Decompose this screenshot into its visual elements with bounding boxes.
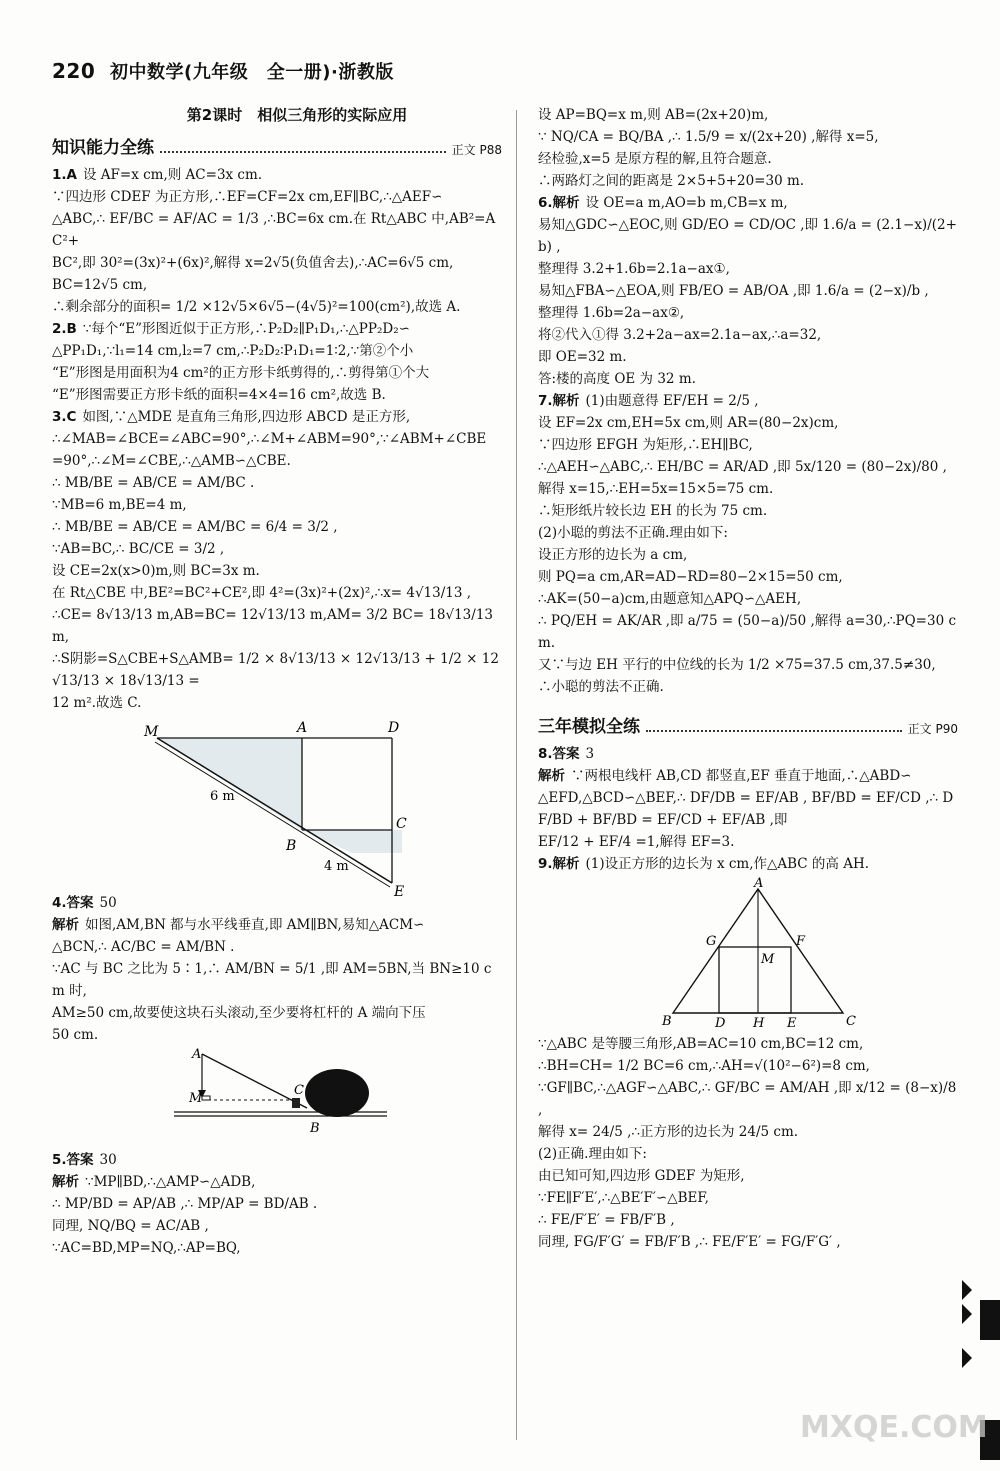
text-line bbox=[52, 692, 502, 714]
line-text: ∴ MB/BE = AB/CE = AM/BC = 6/4 = 3/2 , bbox=[52, 519, 338, 535]
line-text: 设 CE=2x(x>0)m,则 BC=3x m. bbox=[52, 563, 260, 579]
text-line bbox=[52, 516, 502, 538]
text-line bbox=[52, 604, 502, 648]
text-line bbox=[538, 346, 958, 368]
label-h: H bbox=[753, 1016, 765, 1031]
text-line bbox=[538, 1165, 958, 1187]
line-text: ∵每个“E”形图近似于正方形,∴P₂D₂∥P₁D₁,∴△PP₂D₂∽ bbox=[82, 321, 410, 337]
question-tag: 7.解析 bbox=[538, 393, 580, 409]
text-line bbox=[538, 192, 958, 214]
line-text: △EFD,△BCD∽△BEF,∴ DF/DB = EF/AB , BF/BD = EF/CD ,∴ DF/BD + BF/BD = EF/CD + EF/AB ,即 bbox=[538, 790, 954, 828]
label-m: M bbox=[144, 724, 159, 740]
text-line bbox=[52, 1237, 502, 1259]
right-solution-block-3 bbox=[538, 1033, 958, 1253]
right-solution-block-2 bbox=[538, 743, 958, 875]
lesson-title: 第2课时 相似三角形的实际应用 bbox=[186, 106, 408, 124]
line-text: ∵△ABC 是等腰三角形,AB=AC=10 cm,BC=12 cm, bbox=[538, 1036, 864, 1052]
line-text: ∵FE∥F′E′,∴△BE′F′∽△BEF, bbox=[538, 1190, 709, 1206]
figure-q9 bbox=[538, 876, 958, 1031]
page-header bbox=[52, 58, 394, 84]
text-line bbox=[538, 522, 958, 544]
text-line bbox=[538, 787, 958, 831]
line-text: 如图,AM,BN 都与水平线垂直,即 AM∥BN,易知△ACM∽ bbox=[85, 917, 425, 933]
question-tag: 1.A bbox=[52, 167, 77, 183]
line-text: ∵MB=6 m,BE=4 m, bbox=[52, 497, 187, 513]
line-text: 设 EF=2x cm,EH=5x cm,则 AR=(80−2x)cm, bbox=[538, 415, 839, 431]
figure-q4-svg bbox=[52, 1047, 502, 1145]
text-line bbox=[52, 494, 502, 516]
text-line bbox=[52, 472, 502, 494]
rock bbox=[305, 1069, 369, 1117]
line-text: 经检验,x=5 是原方程的解,且符合题意. bbox=[538, 151, 772, 167]
right-solution-block-1 bbox=[538, 104, 958, 698]
line-text: ∴ FE/F′E′ = FB/F′B , bbox=[538, 1212, 675, 1228]
label-d: D bbox=[715, 1016, 726, 1031]
line-text: ∵MP∥BD,∴△AMP∽△ADB, bbox=[85, 1174, 256, 1190]
line-text: ∴△AEH∽△ABC,∴ EH/BC = AR/AD ,即 5x/120 = (80−2x)/80 , bbox=[538, 459, 947, 475]
text-line bbox=[538, 280, 958, 302]
text-line bbox=[538, 566, 958, 588]
section-name: 知识能力全练 bbox=[52, 138, 154, 158]
text-line bbox=[538, 104, 958, 126]
watermark: MXQE.COM bbox=[800, 1410, 988, 1445]
question-tag: 2.B bbox=[52, 321, 77, 337]
text-line bbox=[52, 936, 502, 958]
line-text: 解得 x=15,∴EH=5x=15×5=75 cm. bbox=[538, 481, 774, 497]
section-name: 三年模拟全练 bbox=[538, 717, 640, 737]
text-line bbox=[52, 1215, 502, 1237]
label-6m: 6 m bbox=[210, 789, 235, 804]
question-tag: 3.C bbox=[52, 409, 77, 425]
left-column bbox=[52, 100, 502, 1259]
text-line bbox=[538, 368, 958, 390]
text-line bbox=[538, 148, 958, 170]
line-text: 在 Rt△CBE 中,BE²=BC²+CE²,即 4²=(3x)²+(2x)²,∴x= 4√13/13 , bbox=[52, 585, 472, 601]
label-a: A bbox=[754, 876, 764, 891]
figure-q3 bbox=[52, 718, 502, 900]
line-text: 则 PQ=a cm,AR=AD−RD=80−2×15=50 cm, bbox=[538, 569, 843, 585]
line-text: 又∵与边 EH 平行的中位线的长为 1/2 ×75=37.5 cm,37.5≠30, bbox=[538, 657, 936, 673]
question-tag: 8.答案 bbox=[538, 746, 580, 762]
label-f: F bbox=[796, 934, 806, 949]
text-line bbox=[538, 390, 958, 412]
line-text: ∴ MP/BD = AP/AB ,∴ MP/AP = BD/AB . bbox=[52, 1196, 318, 1212]
line-text: ∴∠MAB=∠BCE=∠ABC=90°,∴∠M+∠ABM=90°,∵∠ABM+∠CBE bbox=[52, 431, 487, 447]
text-line bbox=[52, 274, 502, 296]
line-text: ∵GF∥BC,∴△AGF∽△ABC,∴ GF/BC = AM/AH ,即 x/12 = (8−x)/8 , bbox=[538, 1080, 957, 1118]
text-line bbox=[52, 362, 502, 384]
line-text: (1)由题意得 EF/EH = 2/5 , bbox=[585, 393, 759, 409]
text-line bbox=[538, 765, 958, 787]
label-e: E bbox=[787, 1016, 797, 1031]
line-text: ∴CE= 8√13/13 m,AB=BC= 12√13/13 m,AM= 3/2 BC= 18√13/13 m, bbox=[52, 607, 493, 645]
question-tag: 解析 bbox=[52, 1174, 79, 1190]
label-d: D bbox=[388, 720, 400, 736]
text-line bbox=[52, 208, 502, 252]
question-tag: 解析 bbox=[52, 917, 79, 933]
label-b: B bbox=[310, 1121, 320, 1136]
text-line bbox=[538, 170, 958, 192]
line-text: 易知△FBA∽△EOA,则 FB/EO = AB/OA ,即 1.6/a = (2−x)/b , bbox=[538, 283, 929, 299]
book-title: 初中数学(九年级 全一册)·浙教版 bbox=[110, 62, 394, 83]
text-line bbox=[538, 1077, 958, 1121]
section-leader-dots bbox=[160, 151, 446, 153]
text-line bbox=[538, 654, 958, 676]
text-line bbox=[52, 1149, 502, 1171]
question-tag: 4.答案 bbox=[52, 895, 94, 911]
section-ref: 正文 P90 bbox=[907, 722, 958, 736]
question-tag: 5.答案 bbox=[52, 1152, 94, 1168]
text-line bbox=[538, 258, 958, 280]
line-text: △BCN,∴ AC/BC = AM/BN . bbox=[52, 939, 235, 955]
text-line bbox=[538, 434, 958, 456]
label-b: B bbox=[662, 1014, 672, 1029]
line-text: 12 m².故选 C. bbox=[52, 695, 142, 711]
line-text: 50 bbox=[99, 895, 117, 911]
line-text: ∵两根电线杆 AB,CD 都竖直,EF 垂直于地面,∴△ABD∽ bbox=[571, 768, 912, 784]
line-text: ∴小聪的剪法不正确. bbox=[538, 679, 664, 695]
text-line bbox=[52, 252, 502, 274]
question-tag: 解析 bbox=[538, 768, 565, 784]
text-line bbox=[52, 582, 502, 604]
left-solution-block-3 bbox=[52, 1149, 502, 1259]
line-text: (2)小聪的剪法不正确.理由如下: bbox=[538, 525, 728, 541]
line-text: ∵AC=BD,MP=NQ,∴AP=BQ, bbox=[52, 1240, 241, 1256]
line-text: 3 bbox=[585, 746, 595, 762]
figure-q4 bbox=[52, 1047, 502, 1145]
text-line bbox=[52, 958, 502, 1002]
right-column bbox=[538, 104, 958, 1253]
line-text: EF/12 + EF/4 =1,解得 EF=3. bbox=[538, 834, 735, 850]
line-text: ∵四边形 EFGH 为矩形,∴EH∥BC, bbox=[538, 437, 753, 453]
text-line bbox=[538, 544, 958, 566]
text-line bbox=[538, 500, 958, 522]
section-leader-dots bbox=[646, 730, 902, 732]
line-text: 设 OE=a m,AO=b m,CB=x m, bbox=[585, 195, 788, 211]
text-line bbox=[52, 186, 502, 208]
text-line bbox=[538, 456, 958, 478]
label-e: E bbox=[394, 884, 405, 900]
text-line bbox=[538, 214, 958, 258]
label-m: M bbox=[761, 952, 775, 967]
label-c: C bbox=[396, 816, 407, 832]
label-m: M bbox=[189, 1091, 203, 1106]
text-line bbox=[538, 831, 958, 853]
text-line bbox=[538, 1231, 958, 1253]
line-text: ∵ NQ/CA = BQ/BA ,∴ 1.5/9 = x/(2x+20) ,解得 x=5, bbox=[538, 129, 879, 145]
label-c: C bbox=[294, 1083, 304, 1098]
label-4m: 4 m bbox=[324, 859, 349, 874]
text-line bbox=[52, 318, 502, 340]
line-text: ∴AK=(50−a)cm,由题意知△APQ∽△AEH, bbox=[538, 591, 802, 607]
text-line bbox=[538, 302, 958, 324]
line-text: △ABC,∴ EF/BC = AF/AC = 1/3 ,∴BC=6x cm.在 Rt△ABC 中,AB²=AC²+ bbox=[52, 211, 496, 249]
line-text: BC²,即 30²=(3x)²+(6x)²,解得 x=2√5(负值舍去),∴AC=6√5 cm, bbox=[52, 255, 454, 271]
label-a: A bbox=[297, 720, 308, 736]
text-line bbox=[52, 340, 502, 362]
line-text: ∵AC 与 BC 之比为 5∶1,∴ AM/BN = 5/1 ,即 AM=5BN,当 BN≥10 cm 时, bbox=[52, 961, 492, 999]
section-ref: 正文 P88 bbox=[451, 143, 502, 157]
text-line bbox=[538, 412, 958, 434]
text-line bbox=[52, 384, 502, 406]
label-b: B bbox=[286, 838, 297, 854]
section-header-3year bbox=[538, 712, 958, 737]
line-text: 整理得 3.2+1.6b=2.1a−ax①, bbox=[538, 261, 730, 277]
page-number: 220 bbox=[52, 59, 96, 83]
line-text: 同理, FG/F′G′ = FB/F′B ,∴ FE/F′E′ = FG/F′G′ , bbox=[538, 1234, 841, 1250]
text-line bbox=[52, 1024, 502, 1046]
text-line bbox=[538, 126, 958, 148]
question-tag: 6.解析 bbox=[538, 195, 580, 211]
line-text: △PP₁D₁,∵l₁=14 cm,l₂=7 cm,∴P₂D₂∶P₁D₁=1∶2,∵第②个小 bbox=[52, 343, 414, 359]
line-text: =90°,∴∠M=∠CBE,∴△AMB∽△CBE. bbox=[52, 453, 291, 469]
label-c: C bbox=[846, 1014, 856, 1029]
line-text: ∵四边形 CDEF 为正方形,∴EF=CF=2x cm,EF∥BC,∴△AEF∽ bbox=[52, 189, 443, 205]
line-text: “E”形图需要正方形卡纸的面积=4×4=16 cm²,故选 B. bbox=[52, 387, 386, 403]
line-text: (1)设正方形的边长为 x cm,作△ABC 的高 AH. bbox=[585, 856, 870, 872]
line-text: 整理得 1.6b=2a−ax②, bbox=[538, 305, 685, 321]
text-line bbox=[538, 853, 958, 875]
text-line bbox=[538, 588, 958, 610]
line-text: 答:楼的高度 OE 为 32 m. bbox=[538, 371, 696, 387]
text-line bbox=[52, 406, 502, 428]
line-text: (2)正确.理由如下: bbox=[538, 1146, 647, 1162]
line-text: 设 AF=x cm,则 AC=3x cm. bbox=[82, 167, 263, 183]
line-text: ∴S阴影=S△CBE+S△AMB= 1/2 × 8√13/13 × 12√13/13 + 1/2 × 12√13/13 × 18√13/13 = bbox=[52, 651, 499, 689]
text-line bbox=[538, 1143, 958, 1165]
text-line bbox=[52, 1193, 502, 1215]
line-text: 将②代入①得 3.2+2a−ax=2.1a−ax,∴a=32, bbox=[538, 327, 822, 343]
text-line bbox=[538, 1033, 958, 1055]
left-solution-block-2 bbox=[52, 892, 502, 1046]
text-line bbox=[538, 478, 958, 500]
text-line bbox=[52, 1002, 502, 1024]
line-text: 设 AP=BQ=x m,则 AB=(2x+20)m, bbox=[538, 107, 769, 123]
text-line bbox=[538, 1187, 958, 1209]
line-text: ∴ PQ/EH = AK/AR ,即 a/75 = (50−a)/50 ,解得 a=30,∴PQ=30 cm. bbox=[538, 613, 957, 651]
line-text: 易知△GDC∽△EOC,则 GD/EO = CD/OC ,即 1.6/a = (2.1−x)/(2+b) , bbox=[538, 217, 957, 255]
text-line bbox=[538, 1209, 958, 1231]
text-line bbox=[52, 538, 502, 560]
figure-q9-svg bbox=[538, 876, 958, 1031]
line-text: 设正方形的边长为 a cm, bbox=[538, 547, 688, 563]
text-line bbox=[52, 648, 502, 692]
text-line bbox=[538, 1121, 958, 1143]
text-line bbox=[538, 610, 958, 654]
line-text: 50 cm. bbox=[52, 1027, 99, 1043]
line-text: ∴矩形纸片较长边 EH 的长为 75 cm. bbox=[538, 503, 768, 519]
line-text: 同理, NQ/BQ = AC/AB , bbox=[52, 1218, 209, 1234]
question-tag: 9.解析 bbox=[538, 856, 580, 872]
text-line bbox=[52, 560, 502, 582]
label-g: G bbox=[706, 934, 717, 949]
text-line bbox=[52, 296, 502, 318]
line-text: ∴ MB/BE = AB/CE = AM/BC . bbox=[52, 475, 255, 491]
left-solution-block-1 bbox=[52, 164, 502, 714]
text-line bbox=[538, 743, 958, 765]
text-line bbox=[538, 676, 958, 698]
text-line bbox=[52, 1171, 502, 1193]
line-text: ∴BH=CH= 1/2 BC=6 cm,∴AH=√(10²−6²)=8 cm, bbox=[538, 1058, 870, 1074]
line-text: “E”形图是用面积为4 cm²的正方形卡纸剪得的,∴剪得第①个大 bbox=[52, 365, 430, 381]
column-divider bbox=[516, 110, 517, 1440]
text-line bbox=[538, 324, 958, 346]
section-header-knowledge bbox=[52, 133, 502, 158]
line-text: 即 OE=32 m. bbox=[538, 349, 627, 365]
line-text: 解得 x= 24/5 ,∴正方形的边长为 24/5 cm. bbox=[538, 1124, 799, 1140]
figure-q3-svg bbox=[52, 718, 502, 900]
line-text: ∴剩余部分的面积= 1/2 ×12√5×6√5−(4√5)²=100(cm²),故选 A. bbox=[52, 299, 461, 315]
text-line bbox=[52, 892, 502, 914]
line-text: 如图,∵△MDE 是直角三角形,四边形 ABCD 是正方形, bbox=[82, 409, 411, 425]
text-line bbox=[538, 1055, 958, 1077]
text-line bbox=[52, 428, 502, 450]
text-line bbox=[52, 164, 502, 186]
line-text: BC=12√5 cm, bbox=[52, 277, 148, 293]
line-text: ∴两路灯之间的距离是 2×5+5+20=30 m. bbox=[538, 173, 805, 189]
line-text: 由已知可知,四边形 GDEF 为矩形, bbox=[538, 1168, 745, 1184]
label-a: A bbox=[192, 1047, 202, 1062]
line-text: ∵AB=BC,∴ BC/CE = 3/2 , bbox=[52, 541, 225, 557]
line-text: 30 bbox=[99, 1152, 117, 1168]
text-line bbox=[52, 450, 502, 472]
text-line bbox=[52, 914, 502, 936]
line-text: AM≥50 cm,故要使这块石头滚动,至少要将杠杆的 A 端向下压 bbox=[52, 1005, 426, 1021]
